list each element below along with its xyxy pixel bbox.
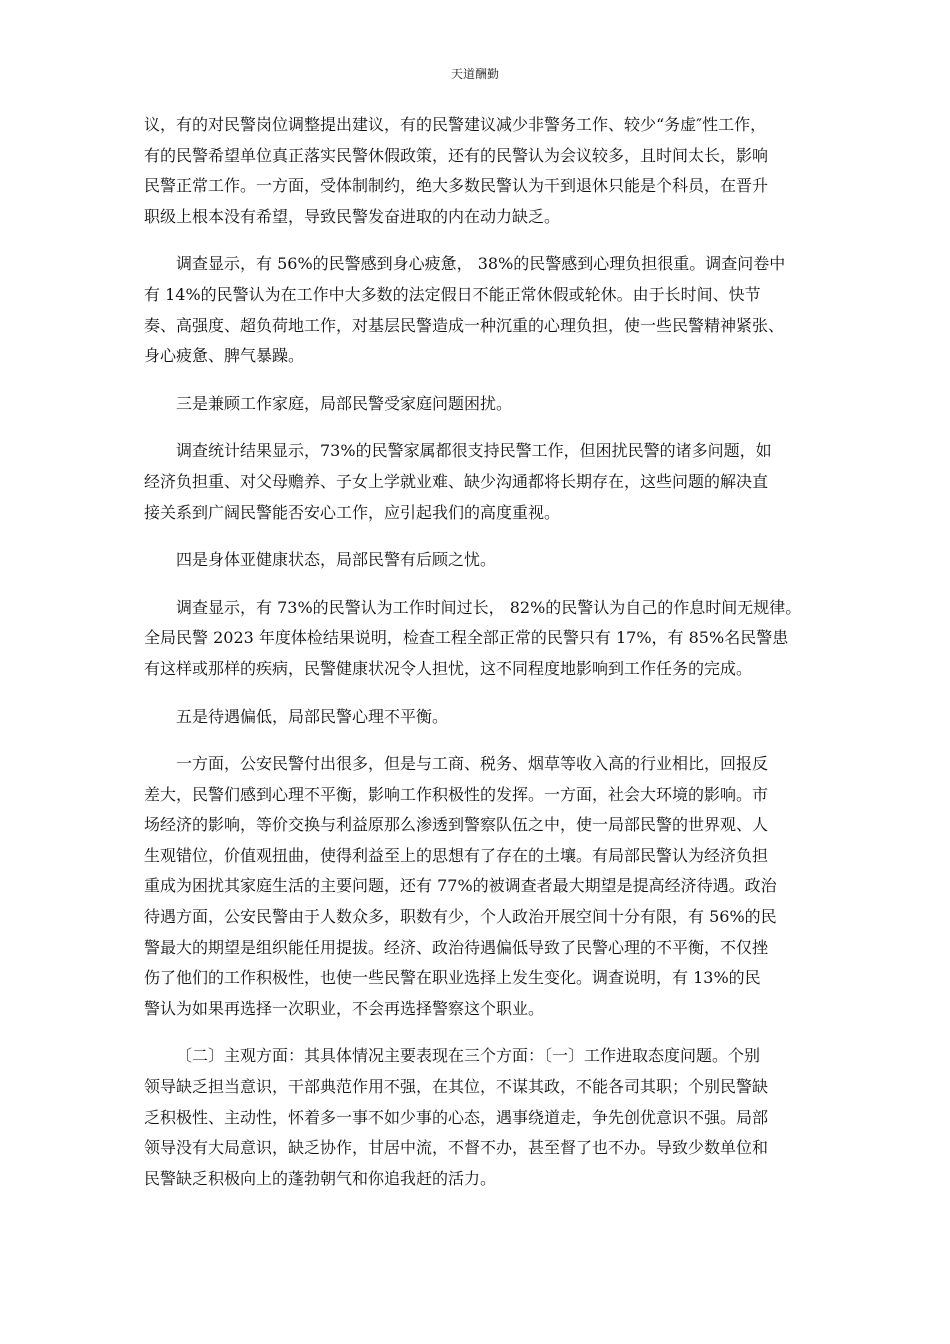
text-line: 身心疲惫、脾气暴躁。 bbox=[144, 346, 305, 366]
text-line: 三是兼顾工作家庭，局部民警受家庭问题困扰。 bbox=[176, 393, 513, 413]
text-line: 经济负担重、对父母赡养、子女上学就业难、缺少沟通都将长期存在，这些问题的解决直 bbox=[144, 471, 769, 491]
text-line: 有这样或那样的疾病，民警健康状况令人担忧，这不同程度地影响到工作任务的完成。 bbox=[144, 658, 753, 678]
paragraph bbox=[144, 749, 810, 1024]
text-line: 职级上根本没有希望，导致民警发奋进取的内在动力缺乏。 bbox=[144, 206, 561, 226]
text-line: 差大，民警们感到心理不平衡，影响工作积极性的发挥。一方面，社会大环境的影响。市 bbox=[144, 784, 769, 804]
text-line: 重成为困扰其家庭生活的主要问题，还有 77%的被调查者最大期望是提高经济待遇。政治 bbox=[144, 876, 777, 896]
text-line: 民警正常工作。一方面，受体制制约，绝大多数民警认为干到退休只能是个科员，在晋升 bbox=[144, 176, 769, 196]
paragraph bbox=[144, 110, 810, 232]
text-line: 调查显示，有 56%的民警感到身心疲惫， 38%的民警感到心理负担很重。调查问卷中 bbox=[176, 254, 786, 274]
text-line: 场经济的影响，等价交换与利益原那么渗透到警察队伍之中，使一局部民警的世界观、人 bbox=[144, 815, 769, 835]
paragraph bbox=[144, 249, 810, 371]
text-line: 有 14%的民警认为在工作中大多数的法定假日不能正常休假或轮休。由于长时间、快节 bbox=[144, 284, 761, 304]
text-line: 一方面，公安民警付出很多，但是与工商、税务、烟草等收入高的行业相比，回报反 bbox=[176, 754, 769, 774]
text-line: 调查显示，有 73%的民警认为工作时间过长， 82%的民警认为自己的作息时间无规律。 bbox=[176, 597, 802, 617]
text-line: 警认为如果再选择一次职业，不会再选择警察这个职业。 bbox=[144, 998, 545, 1018]
text-line: 全局民警 2023 年度体检结果说明，检查工程全部正常的民警只有 17%，有 85%名民警患 bbox=[144, 628, 789, 648]
section-heading bbox=[144, 389, 810, 420]
text-line: 领导缺乏担当意识，干部典范作用不强，在其位，不谋其政，不能各司其职；个别民警缺 bbox=[144, 1077, 769, 1097]
text-line: 有的民警希望单位真正落实民警休假政策，还有的民警认为会议较多，且时间太长，影响 bbox=[144, 145, 769, 165]
text-line: 领导没有大局意识，缺乏协作，甘居中流，不督不办，甚至督了也不办。导致少数单位和 bbox=[144, 1138, 769, 1158]
document-body bbox=[144, 110, 810, 1211]
section-heading bbox=[144, 702, 810, 733]
text-line: 生观错位，价值观扭曲，使得利益至上的思想有了存在的土壤。有局部民警认为经济负担 bbox=[144, 845, 769, 865]
paragraph bbox=[144, 593, 810, 685]
text-line: 议，有的对民警岗位调整提出建议，有的民警建议减少非警务工作、较少“务虚″性工作， bbox=[144, 115, 767, 134]
text-line: 民警缺乏积极向上的蓬勃朝气和你追我赶的活力。 bbox=[144, 1168, 497, 1188]
page-header: 天道酬勤 bbox=[450, 67, 499, 81]
text-line: 五是待遇偏低，局部民警心理不平衡。 bbox=[176, 706, 449, 726]
text-line: 待遇方面，公安民警由于人数众多，职数有少，个人政治开展空间十分有限，有 56%的民 bbox=[144, 907, 777, 927]
text-line: 调查统计结果显示，73%的民警家属都很支持民警工作，但困扰民警的诸多问题，如 bbox=[176, 441, 772, 461]
paragraph bbox=[144, 436, 810, 528]
text-line: 四是身体亚健康状态，局部民警有后顾之忧。 bbox=[176, 550, 497, 570]
text-line: 〔二〕主观方面：其具体情况主要表现在三个方面：〔一〕工作进取态度问题。个别 bbox=[176, 1046, 761, 1066]
text-line: 伤了他们的工作积极性，也使一些民警在职业选择上发生变化。调查说明，有 13%的民 bbox=[144, 968, 761, 988]
text-line: 警最大的期望是组织能任用提拔。经济、政治待遇偏低导致了民警心理的不平衡，不仅挫 bbox=[144, 937, 769, 957]
paragraph bbox=[144, 1041, 810, 1194]
text-line: 乏积极性、主动性，怀着多一事不如少事的心态，遇事绕道走，争先创优意识不强。局部 bbox=[144, 1107, 769, 1127]
section-heading bbox=[144, 545, 810, 576]
text-line: 接关系到广阔民警能否安心工作，应引起我们的高度重视。 bbox=[144, 502, 561, 522]
text-line: 奏、高强度、超负荷地工作，对基层民警造成一种沉重的心理负担，使一些民警精神紧张、 bbox=[144, 315, 785, 335]
